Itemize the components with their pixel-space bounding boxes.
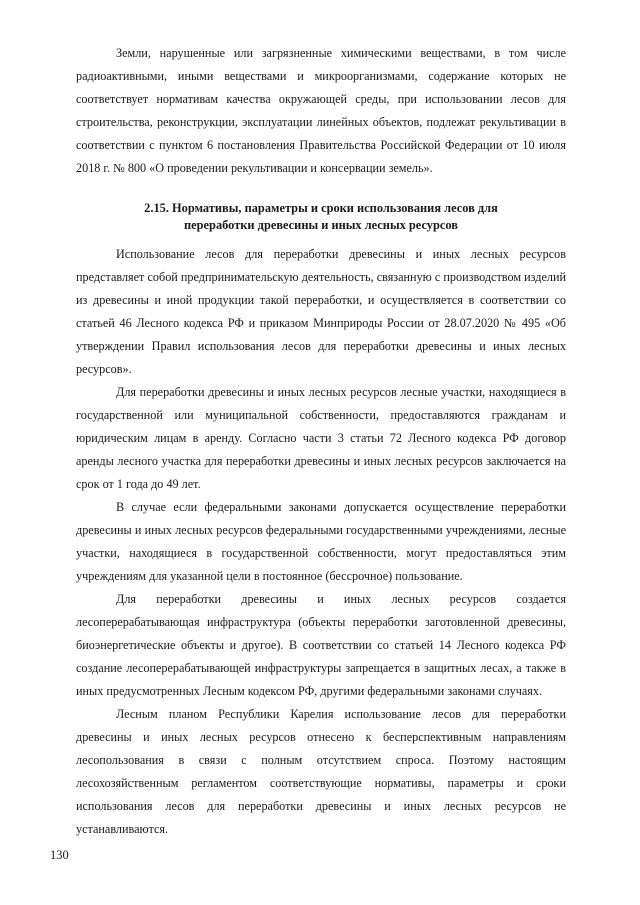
- page-body: [76, 42, 566, 841]
- section-heading-line-2: переработки древесины и иных лесных ресурсов: [184, 218, 458, 232]
- intro-paragraph: Земли, нарушенные или загрязненные химическими веществами, в том числе радиоактивными, иными веществами и микроорганизмами, содержание которых не соответствует нормативам качества окружающей среды, при использовании лесов для строительства, реконструкции, эксплуатации линейных объектов, подлежат рекультивации в соответствии с пунктом 6 постановления Правительства Российской Федерации от 10 июля 2018 г. № 800 «О проведении рекультивации и консервации земель».: [76, 46, 566, 175]
- section-paragraph: В случае если федеральными законами допускается осуществление переработки древесины и иных лесных ресурсов федеральными государственными учреждениями, лесные участки, находящиеся в государственной собственности, могут предоставляться этим учреждениям для указанной цели в постоянное (бессрочное) пользование.: [76, 500, 566, 583]
- page-number: 130: [50, 848, 69, 862]
- section-paragraph: Для переработки древесины и иных лесных ресурсов создается лесоперерабатывающая инфраструктура (объекты переработки заготовленной древесины, биоэнергетические объекты и другое). В соответствии со статьей 14 Лесного кодекса РФ создание лесоперерабатывающей инфраструктуры запрещается в защитных лесах, а также в иных предусмотренных Лесным кодексом РФ, другими федеральными законами случаях.: [76, 592, 566, 698]
- section-paragraph: Для переработки древесины и иных лесных ресурсов лесные участки, находящиеся в государственной или муниципальной собственности, предоставляются гражданам и юридическим лицам в аренду. Согласно части 3 статьи 72 Лесного кодекса РФ договор аренды лесного участка для переработки древесины и иных лесных ресурсов заключается на срок от 1 года до 49 лет.: [76, 385, 566, 491]
- section-paragraph: Лесным планом Республики Карелия использование лесов для переработки древесины и иных лесных ресурсов отнесено к бесперспективным направлениям лесопользования в связи с полным отсутствием спроса. Поэтому настоящим лесохозяйственным регламентом соответствующие нормативы, параметры и сроки использования лесов для переработки древесины и иных лесных ресурсов не устанавливаются.: [76, 707, 566, 836]
- section-paragraph: Использование лесов для переработки древесины и иных лесных ресурсов представляет собой предпринимательскую деятельность, связанную с производством изделий из древесины и иной продукции такой переработки, и осуществляется в соответствии со статьей 46 Лесного кодекса РФ и приказом Минприроды России от 28.07.2020 № 495 «Об утверждении Правил использования лесов для переработки древесины и иных лесных ресурсов».: [76, 247, 566, 376]
- section-heading-line-1: 2.15. Нормативы, параметры и сроки использования лесов для: [144, 201, 498, 215]
- section-heading: [76, 200, 566, 234]
